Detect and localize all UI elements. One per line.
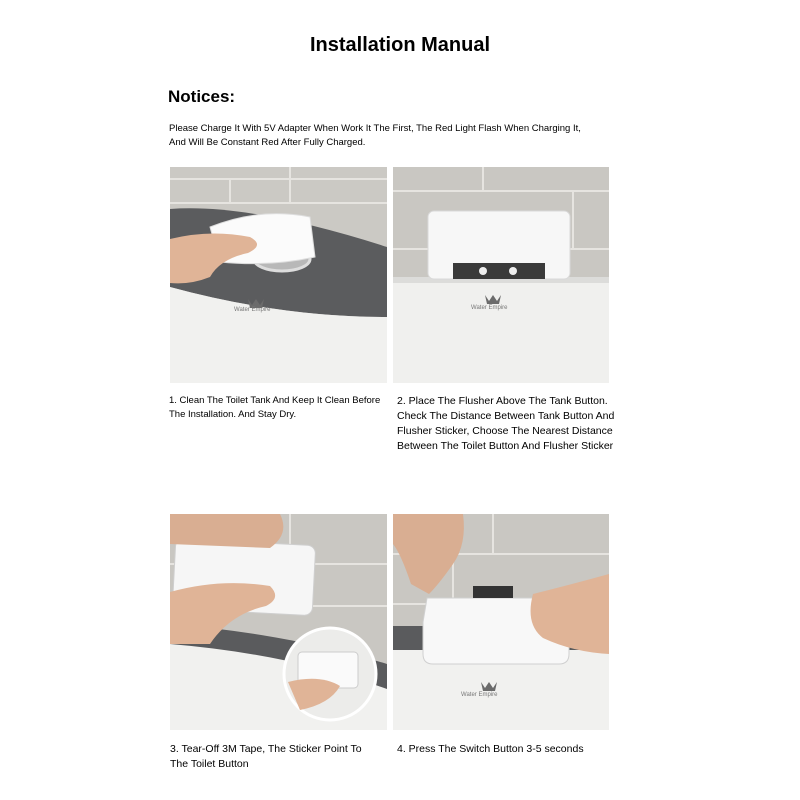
brand-logo-text: Water Empire <box>461 692 498 698</box>
caption-line: The Installation. And Stay Dry. <box>169 409 297 420</box>
step-3-caption <box>170 742 390 772</box>
brand-logo-text: Water Empire <box>234 307 271 313</box>
notice-line: Please Charge It With 5V Adapter When Work It The First, The Red Light Flash When Charging It, <box>169 123 581 134</box>
caption-line: Check The Distance Between Tank Button And <box>397 410 615 422</box>
step-2-caption <box>397 394 627 454</box>
step-3-photo <box>170 514 387 730</box>
notice-text <box>169 122 629 150</box>
notices-heading: Notices: <box>168 87 236 106</box>
step-2-photo <box>393 167 609 383</box>
step-1-caption <box>169 394 389 422</box>
notice-line: And Will Be Constant Red After Fully Charged. <box>169 137 366 148</box>
page-title: Installation Manual <box>309 34 491 56</box>
caption-line: 4. Press The Switch Button 3-5 seconds <box>397 743 584 755</box>
caption-line: 1. Clean The Toilet Tank And Keep It Clean Before <box>169 395 381 406</box>
step-1-photo <box>170 167 387 383</box>
caption-line: 3. Tear-Off 3M Tape, The Sticker Point To <box>170 743 362 755</box>
caption-line: Flusher Sticker, Choose The Nearest Distance <box>397 425 613 437</box>
step-4-photo <box>393 514 609 730</box>
caption-line: 2. Place The Flusher Above The Tank Button. <box>397 395 608 407</box>
step-4-caption <box>397 742 617 757</box>
caption-line: The Toilet Button <box>170 758 249 770</box>
brand-logo-text: Water Empire <box>471 305 508 311</box>
caption-line: Between The Toilet Button And Flusher Sticker <box>397 440 614 452</box>
